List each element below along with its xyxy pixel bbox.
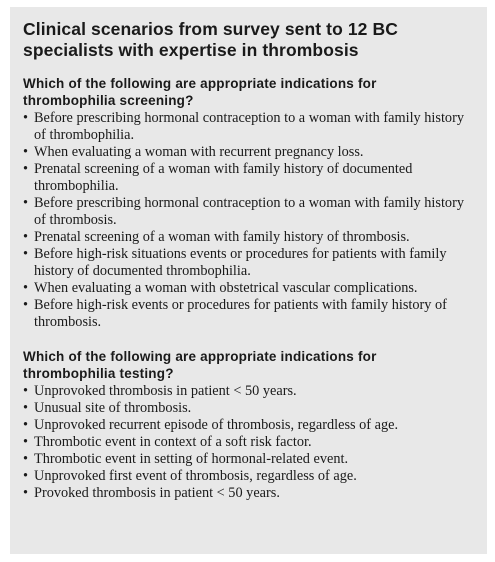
list-item (23, 144, 473, 161)
list-item (23, 451, 473, 468)
list-item-text: Provoked thrombosis in patient < 50 years. (34, 485, 280, 501)
list-item (23, 280, 473, 297)
bullet: • (23, 417, 29, 433)
bullet: • (23, 246, 29, 262)
list-item-text: Unprovoked thrombosis in patient < 50 years. (34, 383, 297, 399)
bullet: • (23, 383, 29, 399)
bullet: • (23, 144, 29, 160)
list-item (23, 400, 473, 417)
list-item-text: Unprovoked first event of thrombosis, regardless of age. (34, 468, 357, 484)
list-item-text: Prenatal screening of a woman with family history of thrombosis. (34, 229, 410, 245)
list-item (23, 297, 473, 331)
screening-question: Which of the following are appropriate indications for thrombophilia screening? (23, 76, 377, 108)
list-item-text: When evaluating a woman with obstetrical vascular complications. (34, 280, 418, 296)
bullet: • (23, 229, 29, 245)
list-item (23, 110, 473, 144)
bullet: • (23, 161, 29, 177)
list-item (23, 161, 473, 195)
list-item-text: Before prescribing hormonal contraception to a woman with family history of thrombophilia. (34, 110, 464, 143)
list-item-text: Before high-risk situations events or procedures for patients with family history of documented thrombophilia. (34, 246, 447, 279)
list-item-text: Prenatal screening of a woman with family history of documented thrombophilia. (34, 161, 413, 194)
list-item-text: Thrombotic event in setting of hormonal-related event. (34, 451, 349, 467)
bullet: • (23, 195, 29, 211)
bullet: • (23, 280, 29, 296)
list-item (23, 468, 473, 485)
testing-question: Which of the following are appropriate indications for thrombophilia testing? (23, 349, 377, 381)
list-item-text: Thrombotic event in context of a soft risk factor. (34, 434, 312, 450)
list-item (23, 246, 473, 280)
screening-list (23, 110, 473, 331)
box-title: Clinical scenarios from survey sent to 12 BC specialists with expertise in thrombosis (23, 19, 398, 60)
list-item-text: Unprovoked recurrent episode of thrombosis, regardless of age. (34, 417, 399, 433)
list-item (23, 485, 473, 502)
bullet: • (23, 468, 29, 484)
list-item-text: Unusual site of thrombosis. (34, 400, 192, 416)
list-item (23, 229, 473, 246)
list-item (23, 383, 473, 400)
testing-list (23, 383, 473, 502)
list-item-text: Before high-risk events or procedures for patients with family history of thrombosis. (34, 297, 447, 330)
bullet: • (23, 400, 29, 416)
bullet: • (23, 434, 29, 450)
list-item (23, 434, 473, 451)
list-item (23, 417, 473, 434)
bullet: • (23, 110, 29, 126)
bullet: • (23, 297, 29, 313)
survey-box (10, 7, 487, 554)
list-item-text: When evaluating a woman with recurrent pregnancy loss. (34, 144, 364, 160)
list-item (23, 195, 473, 229)
bullet: • (23, 451, 29, 467)
list-item-text: Before prescribing hormonal contraception to a woman with family history of thrombosis. (34, 195, 464, 228)
bullet: • (23, 485, 29, 501)
